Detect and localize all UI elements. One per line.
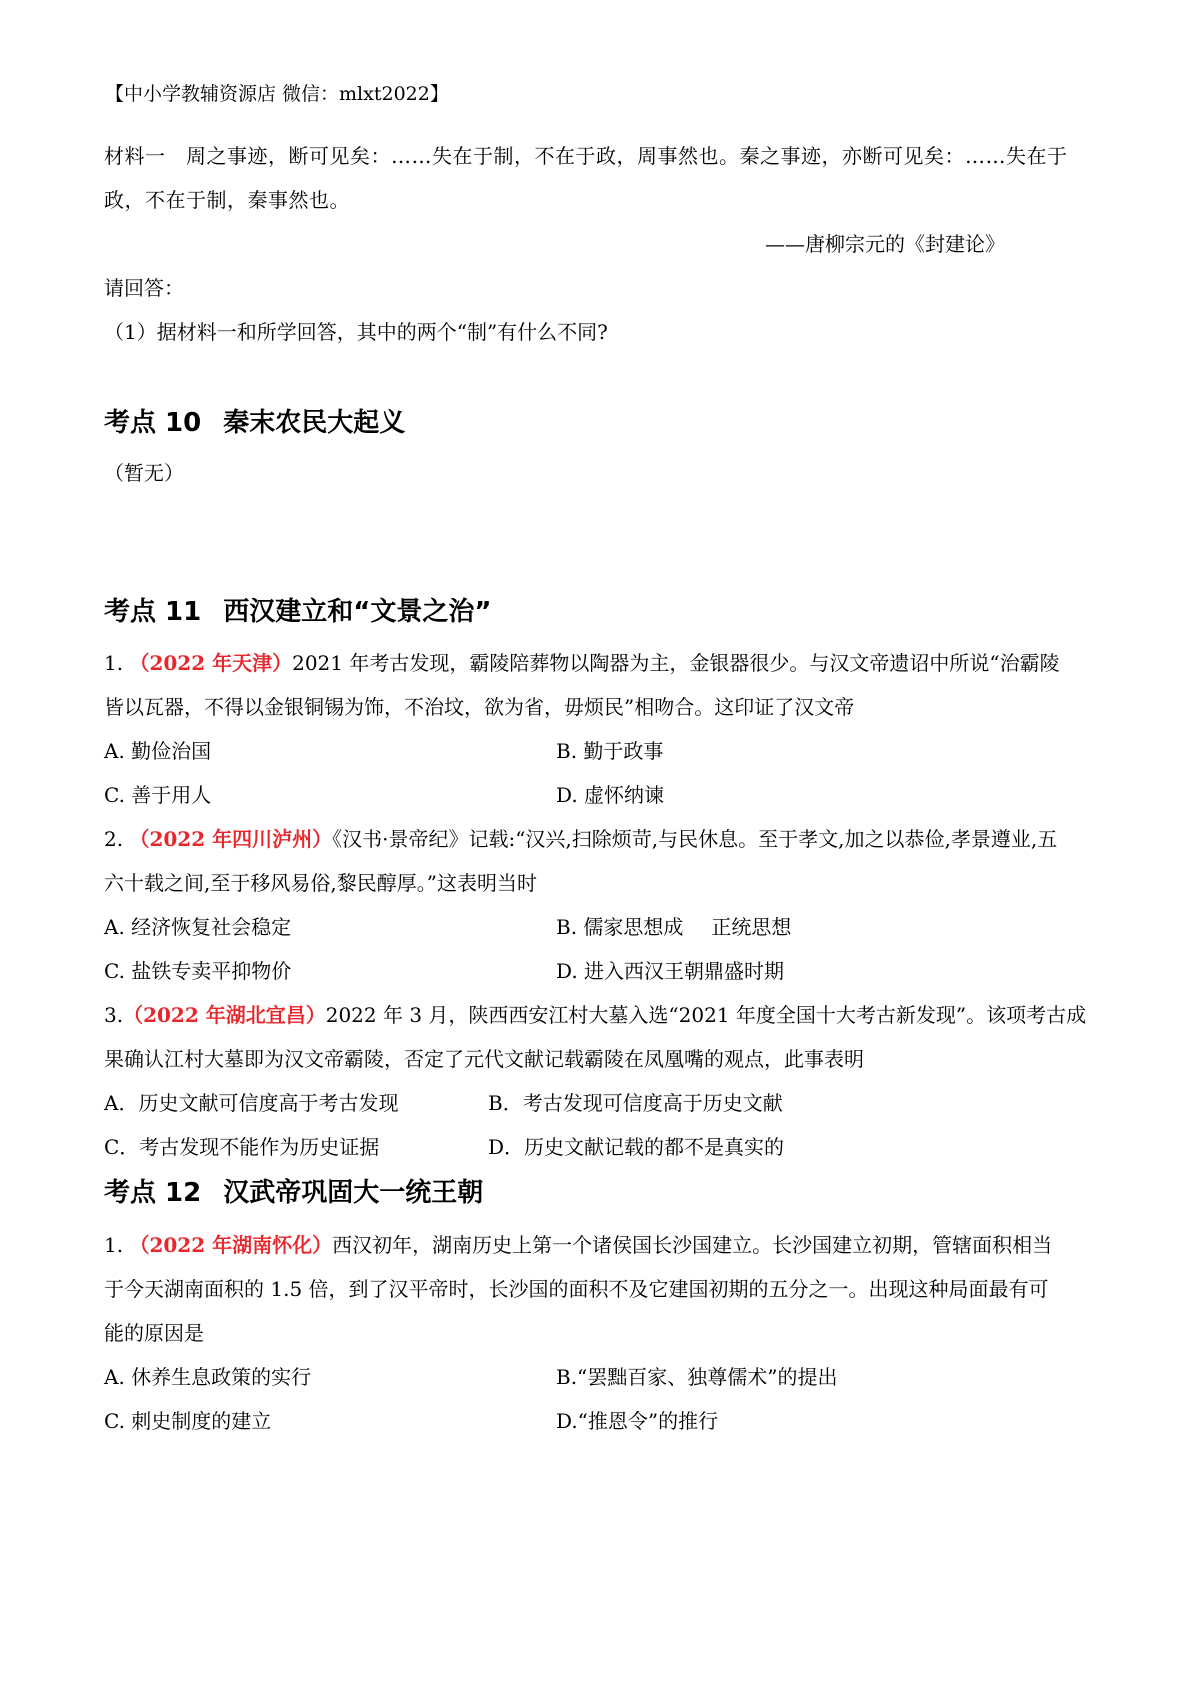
question-text: 2021 年考古发现，霸陵陪葬物以陶器为主，金银器很少。与汉文帝遗诏中所说“治霸陵	[292, 651, 1060, 675]
question-1-prompt: （1）据材料一和所学回答，其中的两个“制”有什么不同?	[104, 320, 608, 344]
section-number: 考点 11	[104, 597, 202, 627]
option-d: D. 虚怀纳谏	[556, 783, 665, 807]
answer-prompt: 请回答：	[104, 276, 184, 300]
option-a: A. 休养生息政策的实行	[104, 1365, 312, 1389]
section-note: （暂无）	[104, 461, 184, 485]
section-title: 秦末农民大起义	[223, 408, 406, 438]
question-text: 2022 年 3 月，陕西西安江村大墓入选“2021 年度全国十大考古新发现”。该项考古成	[325, 1003, 1087, 1027]
material-line-2: 政，不在于制，秦事然也。	[104, 188, 350, 212]
question-source-tag: （2022 年天津）	[129, 651, 293, 675]
section-heading-11	[104, 596, 491, 628]
option-b: B. 勤于政事	[556, 739, 664, 763]
question-line	[104, 1233, 1052, 1257]
question-text-line: 能的原因是	[104, 1321, 204, 1345]
question-text-line: 六十载之间,至于移风易俗,黎民醇厚。”这表明当时	[104, 871, 537, 895]
question-source-tag: （2022 年湖南怀化）	[129, 1233, 333, 1257]
option-d: D．历史文献记载的都不是真实的	[488, 1135, 785, 1159]
question-source-tag: （2022 年四川泸州）	[129, 827, 333, 851]
question-text: 《汉书·景帝纪》记载:“汉兴,扫除烦苛,与民休息。至于孝文,加之以恭俭,孝景遵业,五	[332, 827, 1058, 851]
option-b: B．考古发现可信度高于历史文献	[488, 1091, 783, 1115]
header-note: 【中小学教辅资源店 微信：mlxt2022】	[105, 83, 449, 105]
option-c: C．考古发现不能作为历史证据	[104, 1135, 380, 1159]
question-text: 西汉初年，湖南历史上第一个诸侯国长沙国建立。长沙国建立初期，管辖面积相当	[332, 1233, 1053, 1257]
question-line	[104, 1003, 1086, 1027]
question-number: 2.	[104, 827, 124, 851]
section-number: 考点 10	[104, 408, 202, 438]
section-title: 汉武帝巩固大一统王朝	[223, 1178, 484, 1208]
option-c: C. 刺史制度的建立	[104, 1409, 272, 1433]
question-text-line: 果确认江村大墓即为汉文帝霸陵，否定了元代文献记载霸陵在凤凰嘴的观点，此事表明	[104, 1047, 864, 1071]
material-source: ——唐柳宗元的《封建论》	[765, 232, 1005, 256]
option-b	[556, 915, 791, 939]
question-source-tag: （2022 年湖北宜昌）	[123, 1003, 326, 1027]
option-a: A. 勤俭治国	[104, 739, 212, 763]
option-c: C. 善于用人	[104, 783, 212, 807]
option-b: B.“罢黜百家、独尊儒术”的提出	[556, 1365, 838, 1389]
option-b-part-1: B. 儒家思想成	[556, 915, 684, 939]
option-a: A．历史文献可信度高于考古发现	[104, 1091, 399, 1115]
section-heading-10	[104, 407, 405, 439]
question-number: 3.	[104, 1003, 124, 1027]
option-d: D. 进入西汉王朝鼎盛时期	[556, 959, 785, 983]
question-text-line: 于今天湖南面积的 1.5 倍，到了汉平帝时，长沙国的面积不及它建国初期的五分之一。出现这种局面最有可	[104, 1277, 1049, 1301]
section-number: 考点 12	[104, 1178, 202, 1208]
question-text-line: 皆以瓦器，不得以金银铜锡为饰，不治坟，欲为省，毋烦民”相吻合。这印证了汉文帝	[104, 695, 855, 719]
question-number: 1.	[104, 651, 124, 675]
question-line	[104, 651, 1060, 675]
question-number: 1.	[104, 1233, 124, 1257]
section-heading-12	[104, 1177, 483, 1209]
material-line-1: 材料一 周之事迹，断可见矣：……失在于制，不在于政，周事然也。秦之事迹，亦断可见矣：……失在于	[104, 144, 1068, 168]
option-b-part-2: 正统思想	[711, 915, 792, 939]
option-d: D.“推恩令”的推行	[556, 1409, 719, 1433]
option-a: A. 经济恢复社会稳定	[104, 915, 292, 939]
option-c: C. 盐铁专卖平抑物价	[104, 959, 292, 983]
section-title: 西汉建立和“文景之治”	[223, 597, 492, 627]
question-line	[104, 827, 1057, 851]
